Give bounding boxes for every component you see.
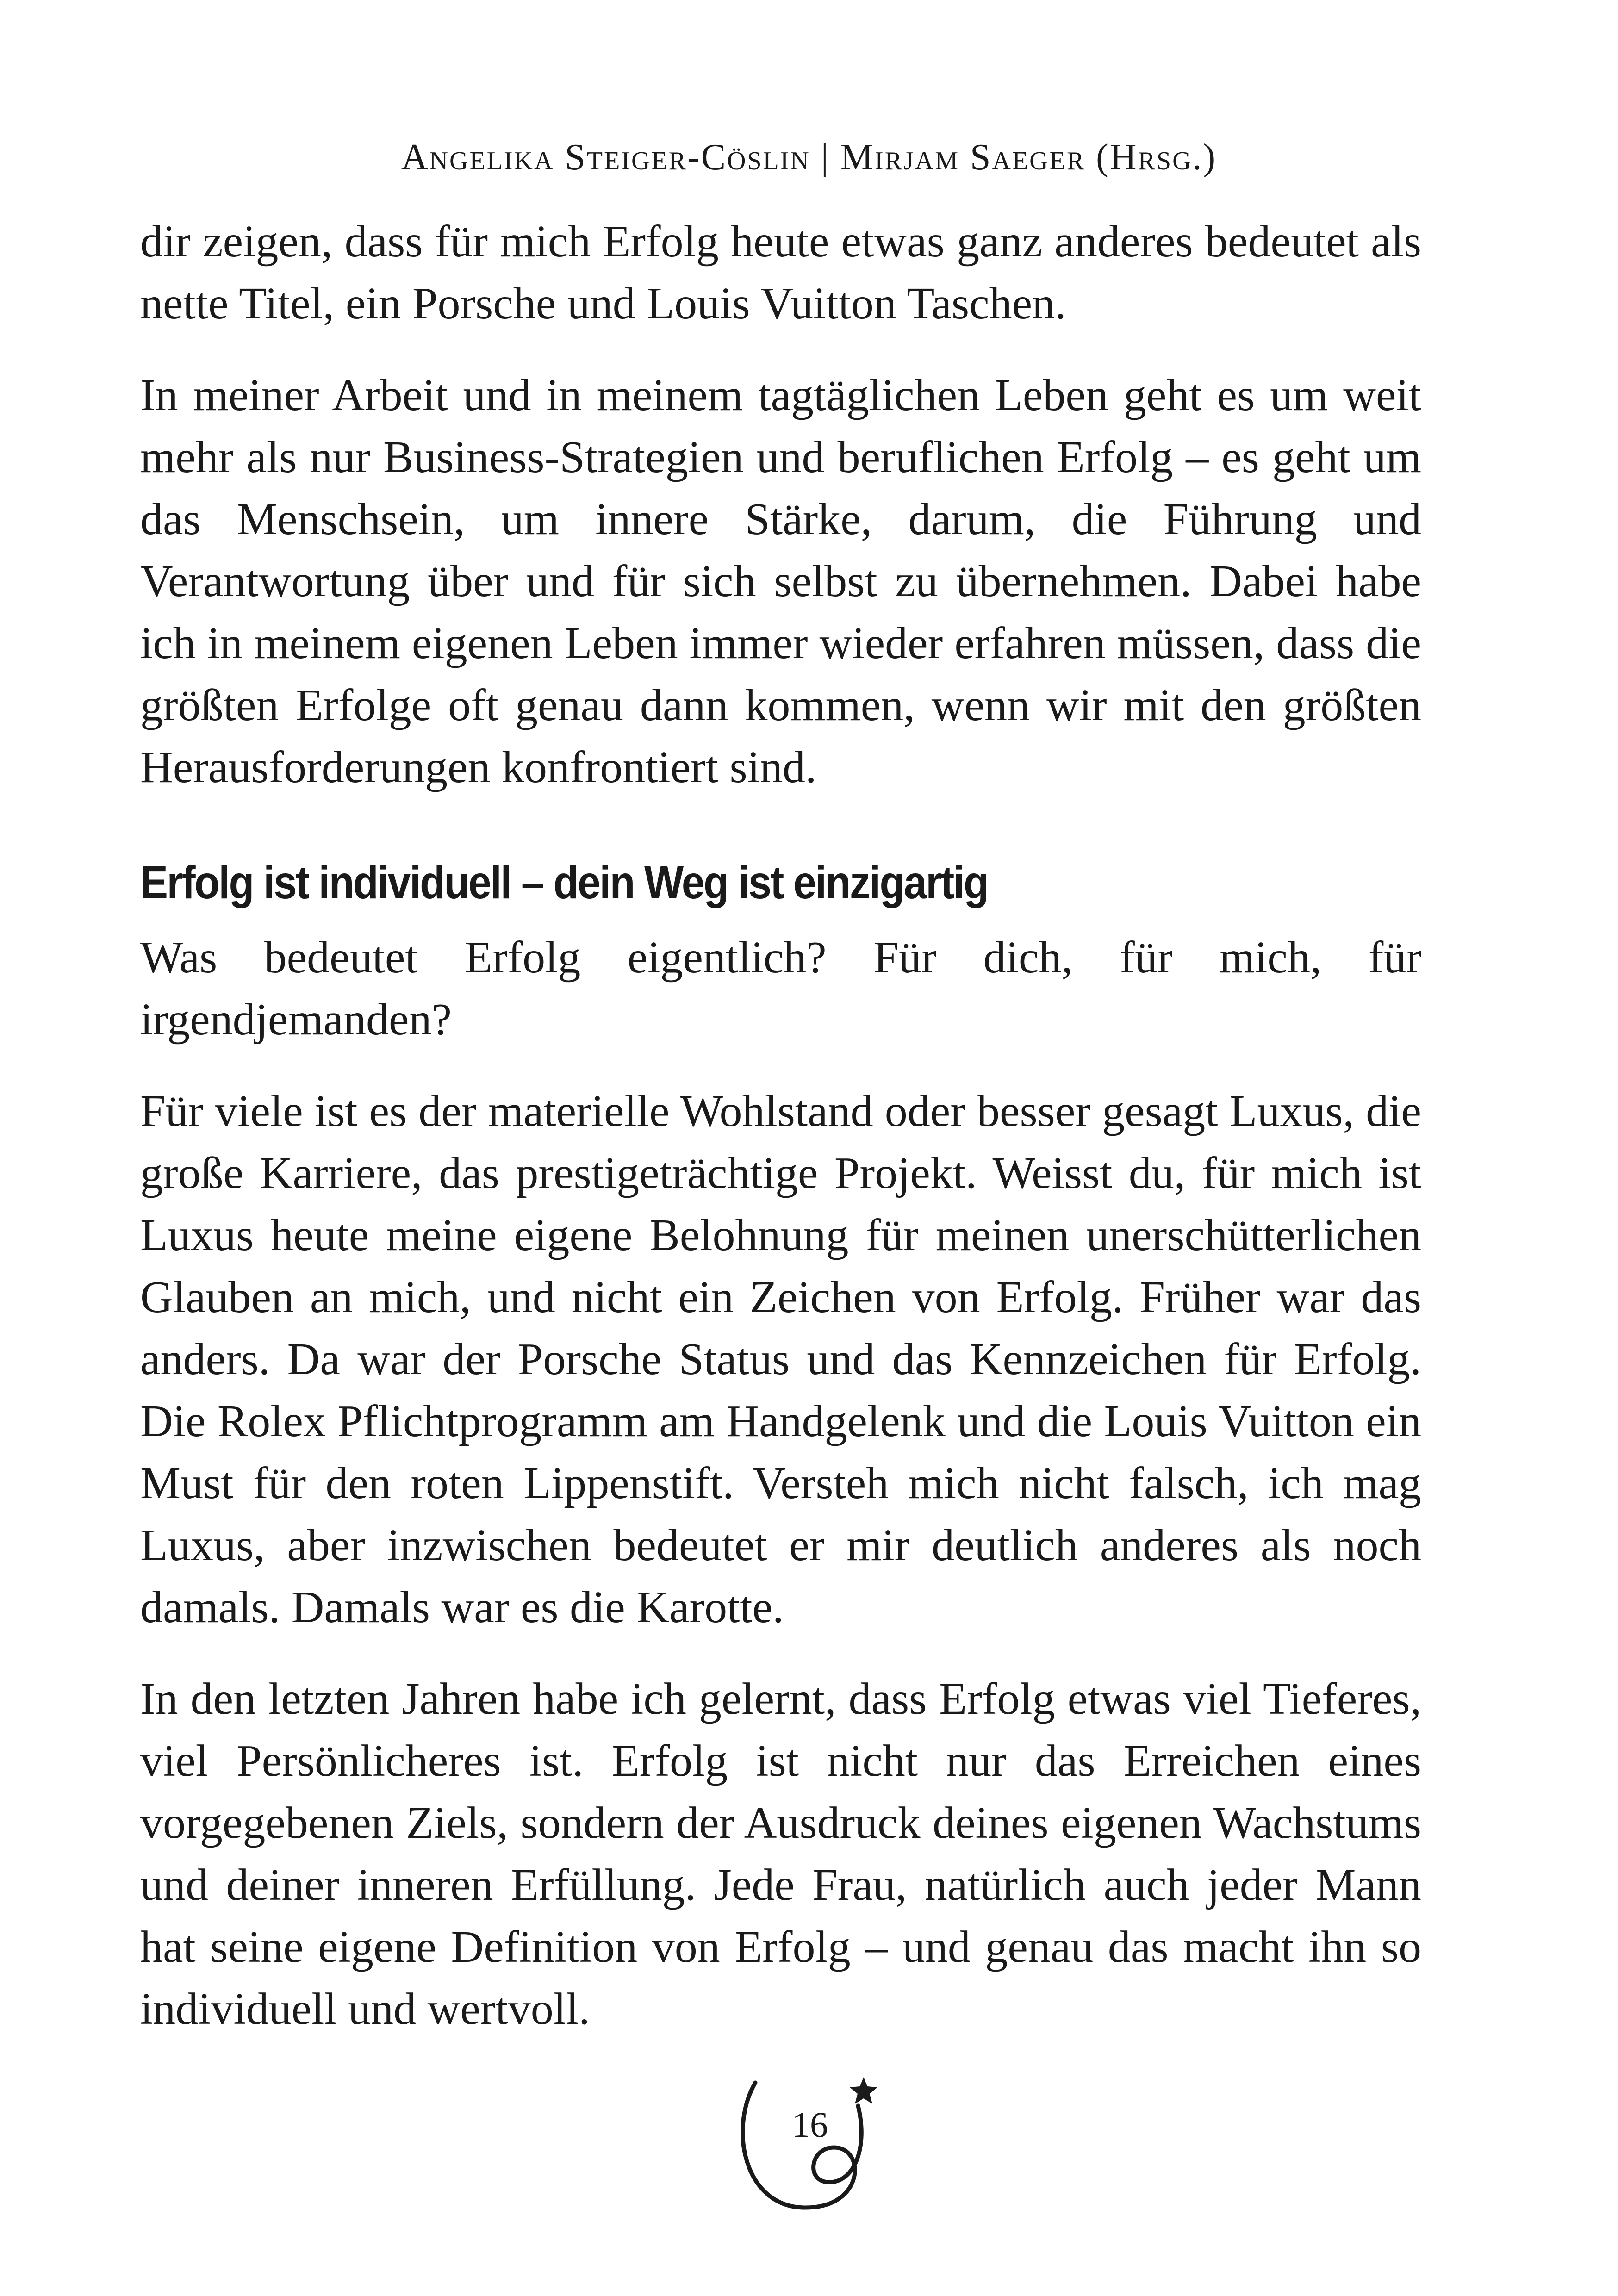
body-paragraph: Was bedeutet Erfolg eigentlich? Für dich, für mich, für irgendjemanden?	[140, 933, 1421, 1045]
body-paragraph: Für viele ist es der materielle Wohlstand oder besser gesagt Luxus, die große Karriere, das prestigeträchtige Projekt. Weisst du, für mich ist Luxus heute meine eigene Belohnung für meinen unerschütterlichen Glauben an mich, und nicht ein Zeichen von Erfolg. Früher war das anders. Da war der Porsche Status und das Kennzeichen für Erfolg. Die Rolex Pflichtprogramm am Handgelenk und die Louis Vuitton ein Must für den roten Lippenstift. Versteh mich nicht falsch, ich mag Luxus, aber inzwischen bedeutet er mir deutlich anderes als noch damals. Damals war es die Karotte.	[140, 1086, 1421, 1632]
body-paragraph: In den letzten Jahren habe ich gelernt, dass Erfolg etwas viel Tieferes, viel Persönlicheres ist. Erfolg ist nicht nur das Erreichen eines vorgegebenen Ziels, sondern der Ausdruck deines eigenen Wachstums und deiner inneren Erfüllung. Jede Frau, natürlich auch jeder Mann hat seine eigene Definition von Erfolg – und genau das macht ihn so individuell und wertvoll.	[140, 1674, 1421, 2034]
body-paragraph: dir zeigen, dass für mich Erfolg heute etwas ganz anderes bedeutet als nette Titel, ein Porsche und Louis Vuitton Taschen.	[140, 217, 1421, 329]
swirl-star-icon	[727, 2069, 893, 2254]
page-number: 16	[792, 2104, 828, 2145]
section-heading: Erfolg ist individuell – dein Weg ist einzigartig	[140, 857, 988, 908]
intro-text-block	[140, 211, 1421, 798]
page-number-ornament	[727, 2069, 893, 2254]
running-header: Angelika Steiger-Cöslin | Mirjam Saeger (Hrsg.)	[401, 137, 1217, 178]
body-paragraph: In meiner Arbeit und in meinem tagtäglichen Leben geht es um weit mehr als nur Business-Strategien und beruflichen Erfolg – es geht um das Menschsein, um innere Stärke, darum, die Führung und Verantwortung über und für sich selbst zu übernehmen. Dabei habe ich in meinem eigenen Leben immer wieder erfahren müssen, dass die größten Erfolge oft genau dann kommen, wenn wir mit den größten Herausforderungen konfrontiert sind.	[140, 370, 1421, 792]
section-text-block	[140, 852, 1421, 2040]
